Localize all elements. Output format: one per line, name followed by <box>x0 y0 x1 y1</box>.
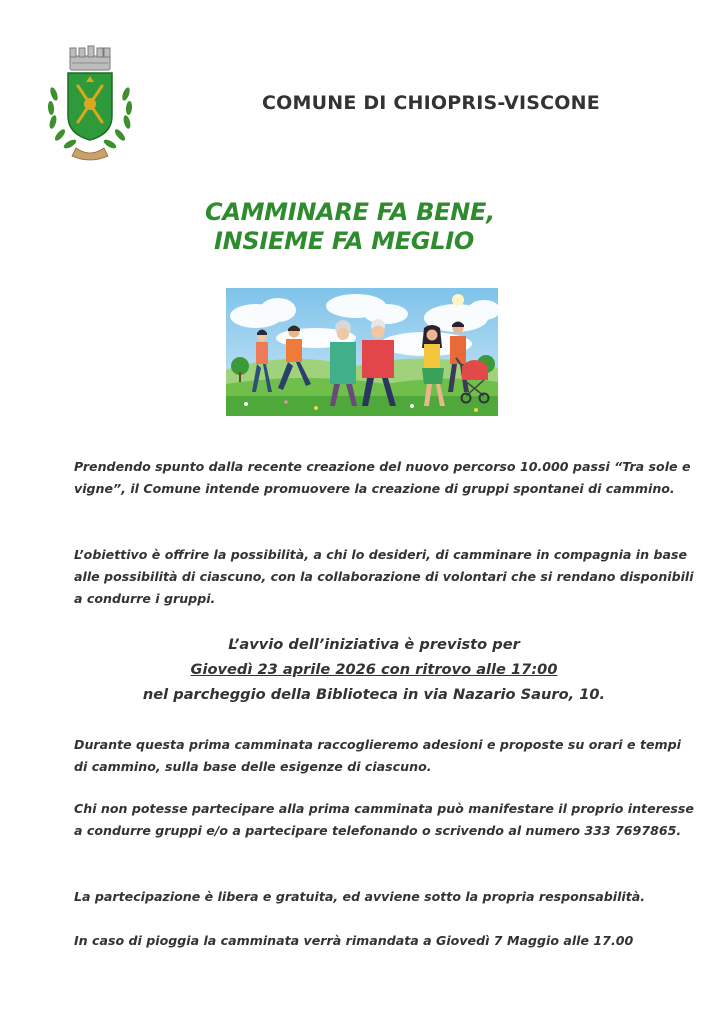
coat-of-arms-icon <box>42 42 138 166</box>
paragraph-participation: La partecipazione è libera e gratuita, ed avviene sotto la propria responsabilità. <box>74 889 646 904</box>
headline-line-1: CAMMINARE FA BENE, <box>205 198 495 226</box>
paragraph-rain-notice: In caso di pioggia la camminata verrà rimandata a Giovedì 7 Maggio alle 17.00 <box>74 933 634 948</box>
walking-group-illustration <box>226 288 498 416</box>
paragraph-objective: L’obiettivo è offrire la possibilità, a chi lo desideri, di camminare in compagnia in base alle possibilità di ciascuno, con la collaborazione di volontari che si rendano disponibili a condurre i gruppi. <box>74 547 694 606</box>
announcement-location: nel parcheggio della Biblioteca in via Nazario Sauro, 10. <box>142 686 606 703</box>
headline-line-2: INSIEME FA MEGLIO <box>214 227 474 255</box>
municipality-title: COMUNE DI CHIOPRIS-VISCONE <box>262 92 600 114</box>
start-announcement <box>74 632 674 707</box>
headline <box>205 198 605 256</box>
paragraph-contact: Chi non potesse partecipare alla prima camminata può manifestare il proprio interesse a condurre gruppi e/o a partecipare telefonando o scrivendo al numero 333 7697865. <box>74 801 694 838</box>
announcement-date: Giovedì 23 aprile 2026 con ritrovo alle 17:00 <box>190 661 558 678</box>
paragraph-intro: Prendendo spunto dalla recente creazione del nuovo percorso 10.000 passi “Tra sole e vigne”, il Comune intende promuovere la creazione di gruppi spontanei di cammino. <box>74 459 691 496</box>
crown-icon <box>70 46 110 70</box>
paragraph-first-walk: Durante questa prima camminata raccoglieremo adesioni e proposte su orari e tempi di cammino, sulla base delle esigenze di ciascuno. <box>74 737 681 774</box>
announcement-line-1: L’avvio dell’iniziativa è previsto per <box>228 636 520 653</box>
